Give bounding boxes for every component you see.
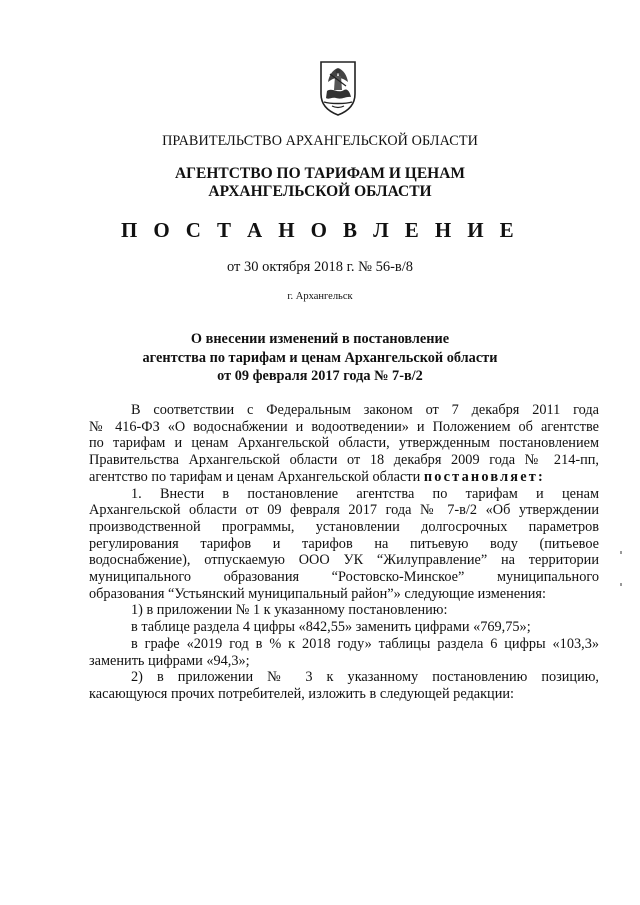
margin-mark	[620, 583, 622, 586]
body-paragraph-1-line5	[89, 469, 599, 486]
body-paragraph-2-line2: Архангельской области от 09 февраля 2017 года № 7-в/2 «Об утверждении	[89, 502, 599, 519]
body-paragraph-2-line4: регулирования тарифов и тарифов на питьевую воду (питьевое	[89, 535, 599, 552]
body-paragraph-1-line5-text: агентство по тарифам и ценам Архангельской области	[89, 468, 424, 485]
body-paragraph-4: в таблице раздела 4 цифры «842,55» заменить цифрами «769,75»;	[131, 619, 531, 636]
agency-title-line1: АГЕНТСТВО ПО ТАРИФАМ И ЦЕНАМ	[174, 165, 466, 182]
coat-of-arms-archangel-icon	[318, 60, 358, 116]
government-title: ПРАВИТЕЛЬСТВО АРХАНГЕЛЬСКОЙ ОБЛАСТИ	[162, 133, 478, 149]
agency-title-line2: АРХАНГЕЛЬСКОЙ ОБЛАСТИ	[208, 183, 432, 200]
body-paragraph-2-line7: образования “Устьянский муниципальный район”» следующие изменения:	[89, 585, 546, 602]
document-body	[89, 402, 599, 703]
subject-line2: агентства по тарифам и ценам Архангельской области	[142, 349, 498, 366]
body-paragraph-1-line3: по тарифам и ценам Архангельской области, утвержденным постановлением	[89, 435, 599, 452]
body-paragraph-5-line1: в графе «2019 год в % к 2018 году» таблицы раздела 6 цифры «103,3»	[131, 635, 599, 652]
body-paragraph-6-line2: касающуюся прочих потребителей, изложить в следующей редакции:	[89, 685, 514, 702]
agency-title	[0, 165, 640, 201]
body-paragraph-1-line2: № 416-ФЗ «О водоснабжении и водоотведении» и Положением об агентстве	[89, 418, 599, 435]
document-city: г. Архангельск	[287, 291, 353, 302]
body-paragraph-6-line1: 2) в приложении № 3 к указанному постановлению позицию,	[131, 669, 599, 686]
body-paragraph-2-line6: муниципального образования “Ростовско-Минское” муниципального	[89, 569, 599, 586]
body-paragraph-2-line3: производственной программы, установлении долгосрочных параметров	[89, 518, 599, 535]
body-paragraph-1-line1: В соответствии с Федеральным законом от 7 декабря 2011 года	[131, 402, 599, 418]
body-paragraph-1-line4: Правительства Архангельской области от 18 декабря 2009 года № 214-пп,	[89, 452, 599, 469]
document-date-number: от 30 октября 2018 г. № 56-в/8	[226, 259, 414, 275]
body-paragraph-3: 1) в приложении № 1 к указанному постановлению:	[131, 602, 448, 619]
resolves-word: постановляет:	[423, 468, 545, 485]
body-paragraph-5-line2: заменить цифрами «94,3»;	[89, 652, 250, 669]
body-paragraph-2-line1: 1. Внести в постановление агентства по тарифам и ценам	[131, 485, 599, 502]
document-type-heading: П О С Т А Н О В Л Е Н И Е	[120, 218, 519, 242]
subject-line3: от 09 февраля 2017 года № 7-в/2	[217, 368, 423, 384]
document-subject	[0, 330, 640, 386]
body-paragraph-2-line5: водоснабжение), отпускаемую ООО УК “Жилуправление” на территории	[89, 552, 599, 569]
subject-line1: О внесении изменений в постановление	[190, 331, 450, 347]
margin-mark	[620, 551, 622, 554]
